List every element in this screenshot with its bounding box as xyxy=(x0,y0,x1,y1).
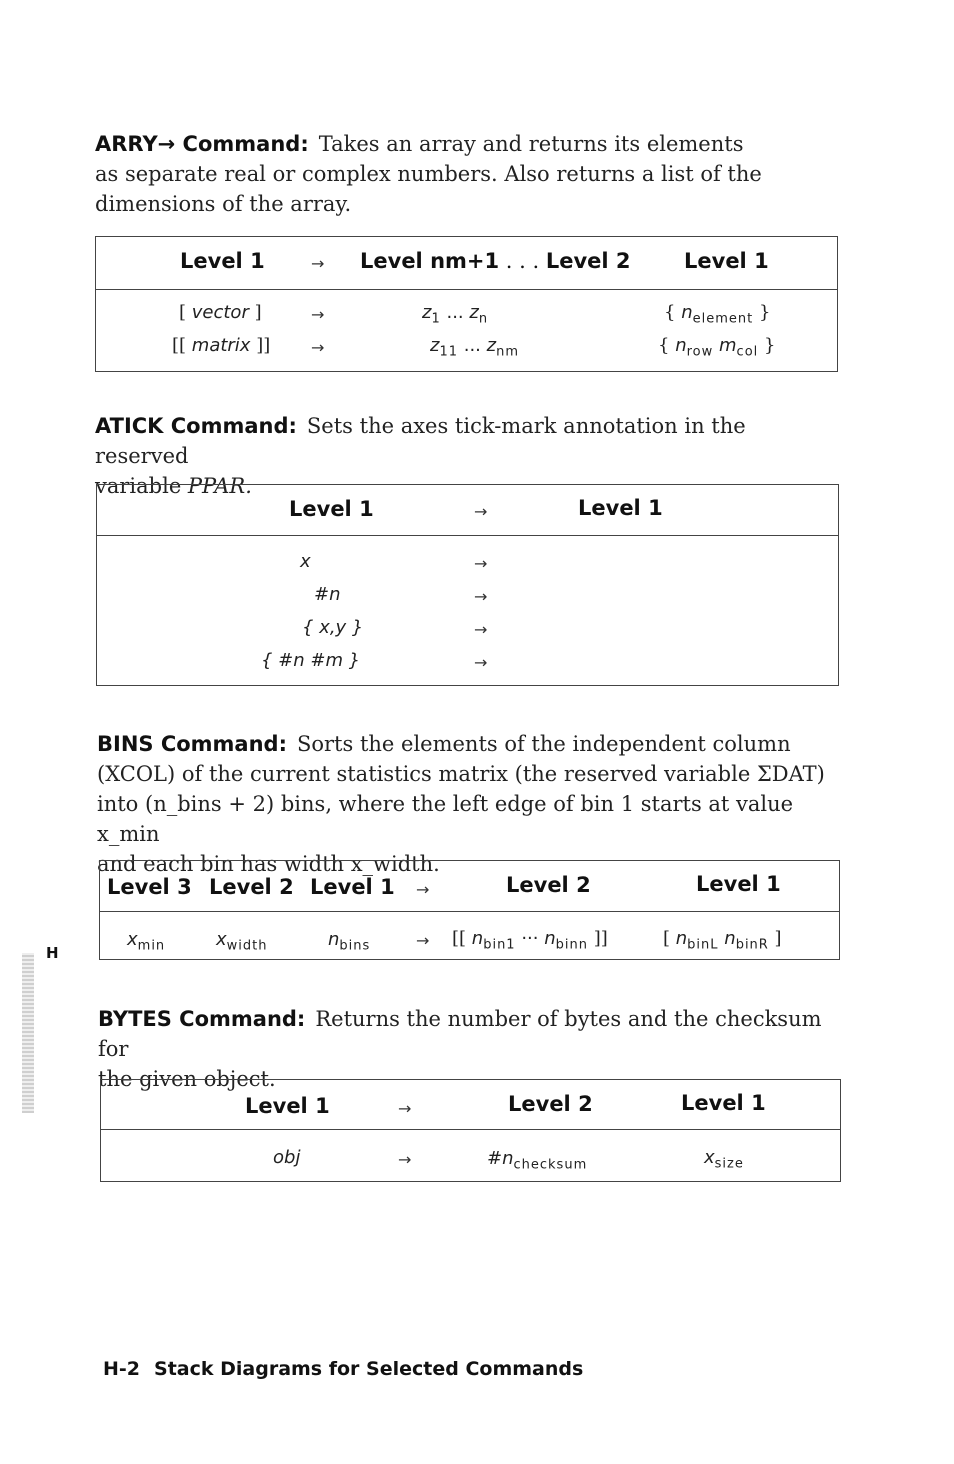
header-level-2-in: Level 2 xyxy=(209,875,294,899)
arrow-icon: → xyxy=(311,338,325,357)
arrow-icon: → xyxy=(311,254,325,273)
bins-command-name: BINS Command: xyxy=(97,732,287,756)
table-header xyxy=(97,485,838,536)
page-edge-tab xyxy=(22,953,34,1113)
header-level-3: Level 3 xyxy=(107,875,192,899)
bins-bin-array: [[ $n_{bin1}$ ··· $n_{binn}$ ]] xyxy=(452,928,608,953)
arrow-icon: → xyxy=(398,1099,412,1118)
arry-row-matrix-input: [[ matrix ]] xyxy=(172,335,271,356)
bins-xmin: $x_{min}$ xyxy=(127,929,166,954)
bytes-stack-table xyxy=(100,1079,841,1182)
arrow-icon: → xyxy=(474,502,488,521)
arry-row-vector-elements: $z_1$ ... $z_n$ xyxy=(422,302,489,327)
arry-row-vector-dims: { $n_{element}$ } xyxy=(664,302,771,327)
atick-row-x: x xyxy=(300,551,311,572)
arrow-icon: → xyxy=(474,587,488,606)
header-level-1-out: Level 1 xyxy=(684,249,769,273)
bytes-checksum: $\#n_{checksum}$ xyxy=(487,1148,588,1173)
atick-description: ATICK Command: Sets the axes tick-mark annotation in the reserved variable PPAR. xyxy=(95,414,746,498)
atick-stack-table xyxy=(96,484,839,686)
arry-row-vector-input: [ vector ] xyxy=(179,302,262,323)
bytes-obj: obj xyxy=(273,1147,301,1168)
appendix-tab-marker: H xyxy=(46,944,59,962)
arry-command-name: ARRY→ Command: xyxy=(95,132,309,156)
table-header xyxy=(101,1080,840,1130)
header-level-2-out: Level 2 xyxy=(508,1092,593,1116)
table-header xyxy=(96,237,837,290)
arrow-icon: → xyxy=(474,620,488,639)
arrow-icon: → xyxy=(311,305,325,324)
arry-description: ARRY→ Command: Takes an array and returns its elements as separate real or complex numbers. Also returns a list of the dimensions of the array. xyxy=(95,132,762,216)
table-header xyxy=(100,861,839,912)
arry-row-matrix-dims: { $n_{row}$ $m_{col}$ } xyxy=(658,335,776,360)
atick-row-n: #n xyxy=(314,584,341,605)
header-level-1-out: Level 1 xyxy=(696,872,781,896)
bins-xwidth: $x_{width}$ xyxy=(216,929,268,954)
footer-title: Stack Diagrams for Selected Commands xyxy=(154,1358,584,1380)
arrow-icon: → xyxy=(474,653,488,672)
arrow-icon: → xyxy=(416,880,430,899)
arrow-icon: → xyxy=(416,931,430,950)
arry-row-matrix-elements: $z_{11}$ ... $z_{nm}$ xyxy=(430,335,519,360)
bytes-size: $x_{size}$ xyxy=(704,1147,744,1172)
header-level-1-out: Level 1 xyxy=(578,496,663,520)
atick-command-name: ATICK Command: xyxy=(95,414,297,438)
header-level-2-out: Level 2 xyxy=(506,873,591,897)
arrow-icon: → xyxy=(474,554,488,573)
page-number: H-2 xyxy=(103,1358,141,1380)
atick-row-nm: { #n #m } xyxy=(261,650,361,671)
header-level-1-in: Level 1 xyxy=(180,249,265,273)
arrow-icon: → xyxy=(398,1150,412,1169)
header-level-1-in: Level 1 xyxy=(245,1094,330,1118)
bins-description: BINS Command: Sorts the elements of the independent column (XCOL) of the current statistics matrix (the reserved variable ΣDAT) into (n_bins + 2) bins, where the left edge of bin 1 starts at value x_min and each bin has width x_width. xyxy=(97,732,825,876)
header-level-1-out: Level 1 xyxy=(681,1091,766,1115)
bins-outlier-array: [ $n_{binL}$ $n_{binR}$ ] xyxy=(663,928,782,953)
bins-nbins: $n_{bins}$ xyxy=(328,929,371,954)
atick-row-xy: { x,y } xyxy=(302,617,364,638)
arry-stack-table xyxy=(95,236,838,372)
header-level-nm1: Level nm+1 . . . Level 2 xyxy=(360,249,631,273)
bytes-command-name: BYTES Command: xyxy=(98,1007,306,1031)
bytes-description: BYTES Command: Returns the number of bytes and the checksum for the given object. xyxy=(98,1007,822,1091)
bins-stack-table xyxy=(99,860,840,960)
page-footer xyxy=(103,1358,583,1380)
header-level-1-in: Level 1 xyxy=(289,497,374,521)
header-level-1-in: Level 1 xyxy=(310,875,395,899)
